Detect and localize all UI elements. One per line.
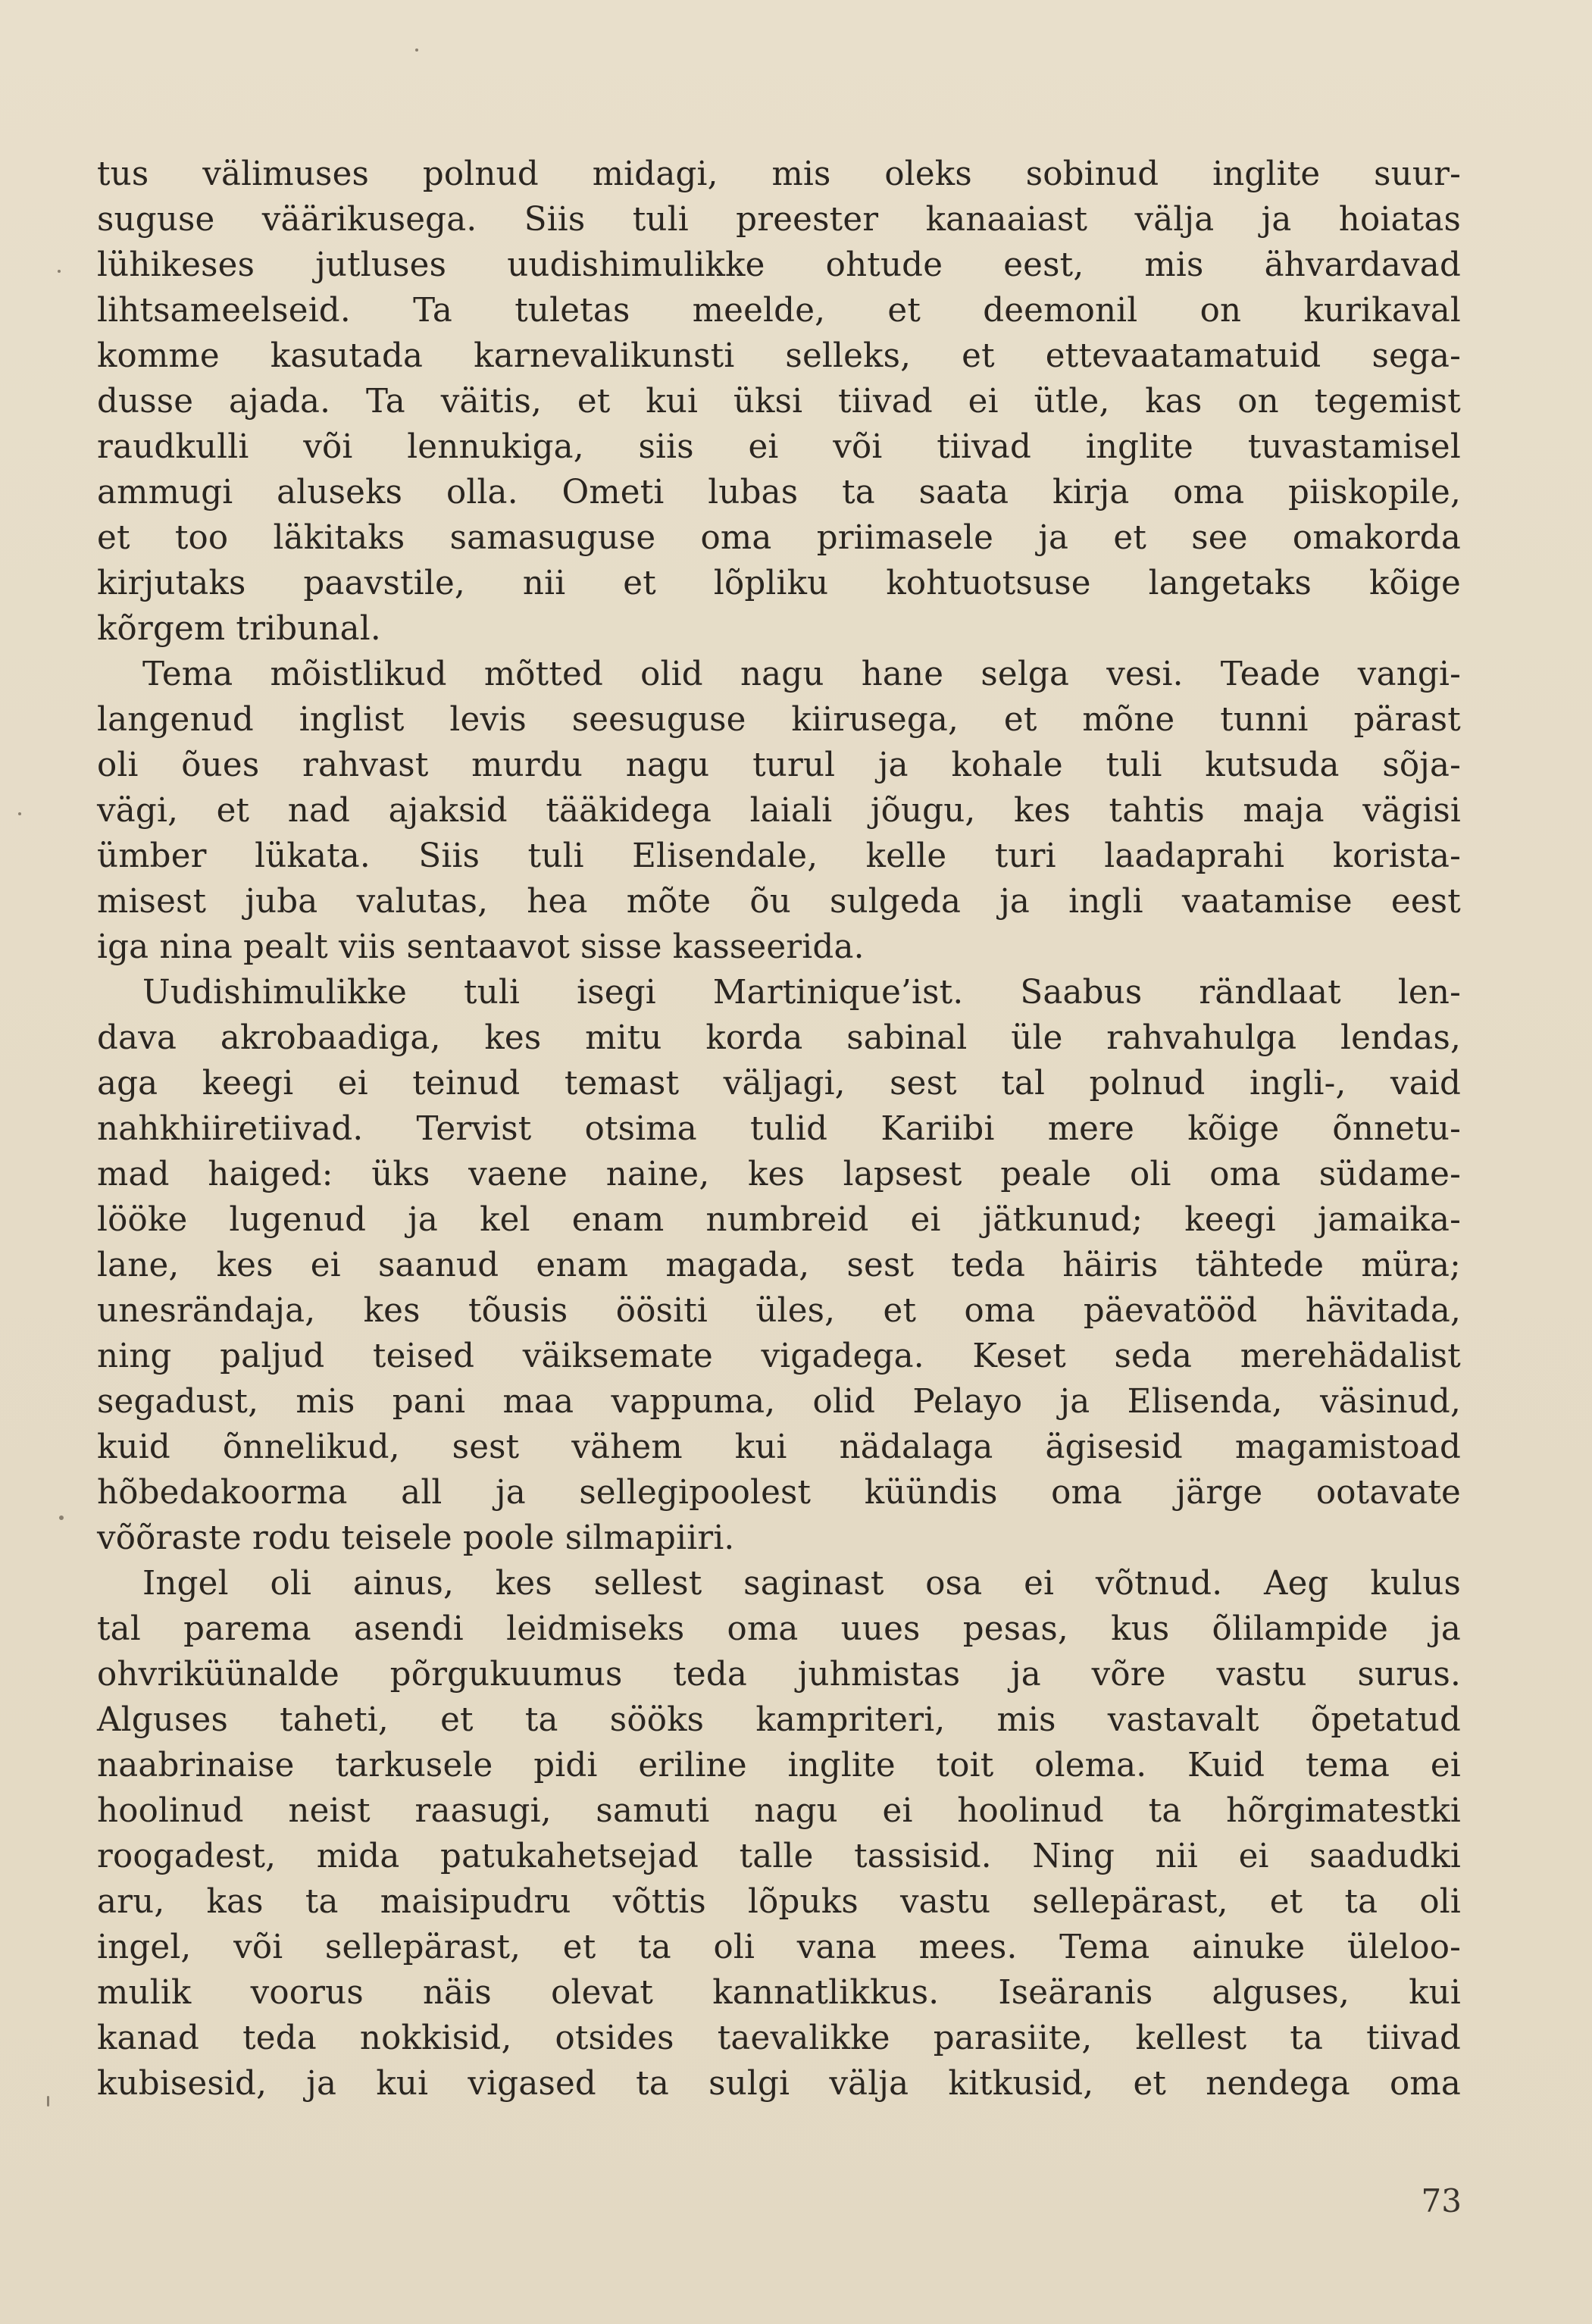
text-line: võõraste rodu teisele poole silmapiiri. (97, 1519, 735, 1557)
text-line: vägi, et nad ajaksid tääkidega laiali jõugu, kes tahtis maja vägisi (97, 792, 1461, 830)
body-text (97, 152, 1461, 2107)
text-line: ning paljud teised väiksemate vigadega. Keset seda merehädalist (97, 1337, 1461, 1375)
text-line: kanad teda nokkisid, otsides taevalikke parasiite, kellest ta tiivad (97, 2019, 1461, 2057)
text-line: aga keegi ei teinud temast väljagi, sest tal polnud ingli-, vaid (97, 1065, 1461, 1103)
text-line: lihtsameelseid. Ta tuletas meelde, et deemonil on kurikaval (97, 292, 1461, 330)
text-line: et too läkitaks samasuguse oma priimasele ja et see omakorda (97, 519, 1461, 557)
text-line: tal parema asendi leidmiseks oma uues pesas, kus õlilampide ja (97, 1610, 1461, 1648)
paper-speck (58, 270, 61, 273)
text-line: unesrändaja, kes tõusis öösiti üles, et oma päevatööd hävitada, (97, 1292, 1461, 1330)
text-line: ümber lükata. Siis tuli Elisendale, kelle turi laadaprahi korista- (97, 837, 1461, 875)
text-line: hoolinud neist raasugi, samuti nagu ei hoolinud ta hõrgimatestki (97, 1792, 1461, 1830)
paper-speck (47, 2096, 49, 2107)
text-line: kuid õnnelikud, sest vähem kui nädalaga ägisesid magamistoad (97, 1428, 1461, 1466)
paper-speck (59, 1515, 64, 1520)
text-line: Ingel oli ainus, kes sellest saginast osa ei võtnud. Aeg kulus (142, 1565, 1461, 1603)
text-line: oli õues rahvast murdu nagu turul ja kohale tuli kutsuda sõja- (97, 746, 1461, 784)
paper-speck (18, 812, 21, 815)
text-line: ingel, või sellepärast, et ta oli vana mees. Tema ainuke üleloo- (97, 1928, 1461, 1966)
text-line: dusse ajada. Ta väitis, et kui üksi tiivad ei ütle, kas on tegemist (97, 383, 1461, 421)
text-line: segadust, mis pani maa vappuma, olid Pelayo ja Elisenda, väsinud, (97, 1383, 1461, 1421)
text-line: kubisesid, ja kui vigased ta sulgi välja kitkusid, et nendega oma (97, 2065, 1461, 2103)
text-line: raudkulli või lennukiga, siis ei või tiivad inglite tuvastamisel (97, 428, 1461, 466)
text-line: lööke lugenud ja kel enam numbreid ei jätkunud; keegi jamaika- (97, 1201, 1461, 1239)
text-line: ohvriküünalde põrgukuumus teda juhmistas ja võre vastu surus. (97, 1656, 1461, 1694)
text-line: mad haiged: üks vaene naine, kes lapsest peale oli oma südame- (97, 1156, 1461, 1193)
text-line: aru, kas ta maisipudru võttis lõpuks vastu sellepärast, et ta oli (97, 1883, 1461, 1921)
text-line: langenud inglist levis seesuguse kiirusega, et mõne tunni pärast (97, 701, 1461, 739)
text-line: komme kasutada karnevalikunsti selleks, et ettevaatamatuid sega- (97, 337, 1461, 375)
text-line: roogadest, mida patukahetsejad talle tassisid. Ning nii ei saadudki (97, 1838, 1461, 1875)
text-line: Alguses taheti, et ta sööks kampriteri, mis vastavalt õpetatud (97, 1701, 1461, 1739)
text-line: Tema mõistlikud mõtted olid nagu hane selga vesi. Teade vangi- (142, 655, 1461, 693)
text-line: nahkhiiretiivad. Tervist otsima tulid Kariibi mere kõige õnnetu- (97, 1110, 1461, 1148)
text-line: tus välimuses polnud midagi, mis oleks sobinud inglite suur- (97, 155, 1461, 193)
text-line: hõbedakoorma all ja sellegipoolest küündis oma järge ootavate (97, 1474, 1461, 1512)
text-line: misest juba valutas, hea mõte õu sulgeda ja ingli vaatamise eest (97, 883, 1461, 921)
text-line: ammugi aluseks olla. Ometi lubas ta saata kirja oma piiskopile, (97, 474, 1461, 511)
text-line: lane, kes ei saanud enam magada, sest teda häiris tähtede müra; (97, 1246, 1461, 1284)
text-line: suguse väärikusega. Siis tuli preester kanaaiast välja ja hoiatas (97, 201, 1461, 239)
text-line: iga nina pealt viis sentaavot sisse kasseerida. (97, 928, 865, 966)
text-line: lühikeses jutluses uudishimulikke ohtude eest, mis ähvardavad (97, 246, 1461, 284)
paper-speck (415, 48, 418, 52)
text-line: dava akrobaadiga, kes mitu korda sabinal üle rahvahulga lendas, (97, 1019, 1461, 1057)
text-line: naabrinaise tarkusele pidi eriline inglite toit olema. Kuid tema ei (97, 1747, 1461, 1784)
text-line: Uudishimulikke tuli isegi Martinique’ist. Saabus rändlaat len- (142, 974, 1461, 1012)
text-line: kirjutaks paavstile, nii et lõpliku kohtuotsuse langetaks kõige (97, 565, 1461, 602)
text-line: mulik voorus näis olevat kannatlikkus. Iseäranis alguses, kui (97, 1974, 1461, 2012)
page-number: 73 (1421, 2182, 1462, 2219)
text-line: kõrgem tribunal. (97, 610, 381, 648)
